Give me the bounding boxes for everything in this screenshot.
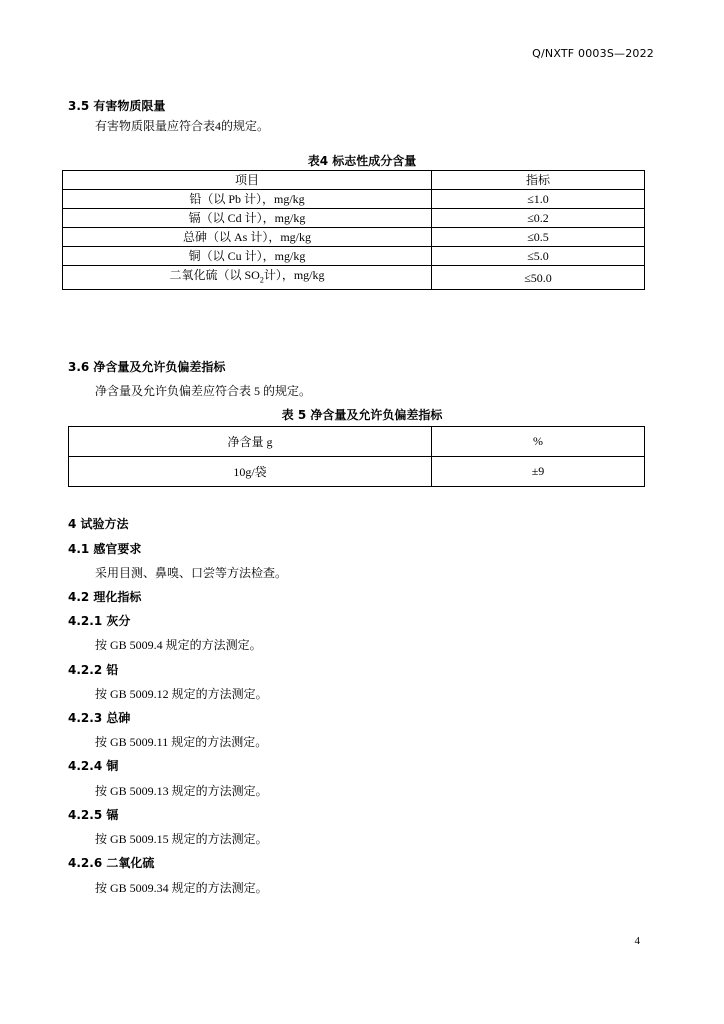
section-4-2-1-heading: 4.2.1 灰分	[68, 614, 131, 628]
section-4-2-2-heading: 4.2.2 铅	[68, 663, 119, 677]
section-4-2-4-text: 按 GB 5009.13 规定的方法测定。	[95, 784, 268, 798]
cell-item: 铅（以 Pb 计），mg/kg	[63, 190, 432, 209]
header-cell-net-content: 净含量 g	[69, 427, 432, 457]
table-header-row	[63, 171, 645, 190]
section-3-6-heading: 3.6 净含量及允许负偏差指标	[68, 360, 226, 374]
page-number: 4	[634, 935, 640, 947]
cell-deviation: ±9	[432, 457, 645, 487]
header-cell-percent: %	[432, 427, 645, 457]
section-4-2-4-heading: 4.2.4 铜	[68, 759, 119, 773]
table4-caption: 表4 标志性成分含量	[307, 154, 417, 168]
section-3-5-text: 有害物质限量应符合表4的规定。	[95, 119, 270, 133]
cell-item: 二氧化硫（以 $SO_2$计），mg/kg	[63, 266, 432, 290]
section-4-2-5-heading: 4.2.5 镉	[68, 808, 119, 822]
header-cell-item: 项目	[63, 171, 432, 190]
cell-item: 镉（以 Cd 计），mg/kg	[63, 209, 432, 228]
table-row	[63, 228, 645, 247]
section-4-1-text: 采用目测、鼻嗅、口尝等方法检查。	[95, 566, 288, 580]
cell-value: ≤5.0	[432, 247, 645, 266]
section-4-2-1-text: 按 GB 5009.4 规定的方法测定。	[95, 638, 262, 652]
section-4-1-heading: 4.1 感官要求	[68, 542, 142, 556]
section-4-2-5-text: 按 GB 5009.15 规定的方法测定。	[95, 832, 268, 846]
table-header-row	[69, 427, 645, 457]
section-4-2-6-text: 按 GB 5009.34 规定的方法测定。	[95, 881, 268, 895]
cell-value: ≤1.0	[432, 190, 645, 209]
cell-net-content: 10g/袋	[69, 457, 432, 487]
table-row	[63, 209, 645, 228]
section-4-2-heading: 4.2 理化指标	[68, 590, 142, 604]
section-4-heading: 4 试验方法	[68, 517, 129, 531]
table-row	[69, 457, 645, 487]
cell-item: 总砷（以 As 计），mg/kg	[63, 228, 432, 247]
cell-value: ≤0.2	[432, 209, 645, 228]
section-3-6-text: 净含量及允许负偏差应符合表 5 的规定。	[95, 384, 312, 398]
cell-item: 铜（以 Cu 计），mg/kg	[63, 247, 432, 266]
cell-value: ≤0.5	[432, 228, 645, 247]
section-4-2-2-text: 按 GB 5009.12 规定的方法测定。	[95, 687, 268, 701]
section-4-2-6-heading: 4.2.6 二氧化硫	[68, 856, 155, 870]
table4	[62, 170, 645, 290]
table-row	[63, 247, 645, 266]
table-row	[63, 190, 645, 209]
section-4-2-3-text: 按 GB 5009.11 规定的方法测定。	[95, 735, 268, 749]
table5-caption: 表 5 净含量及允许负偏差指标	[281, 408, 443, 422]
standard-code: Q/NXTF 0003S—2022	[532, 47, 654, 60]
table5	[68, 426, 645, 487]
cell-value: ≤50.0	[432, 266, 645, 290]
table-row	[63, 266, 645, 290]
section-3-5-heading: 3.5 有害物质限量	[68, 99, 166, 113]
header-cell-limit: 指标	[432, 171, 645, 190]
section-4-2-3-heading: 4.2.3 总砷	[68, 711, 131, 725]
